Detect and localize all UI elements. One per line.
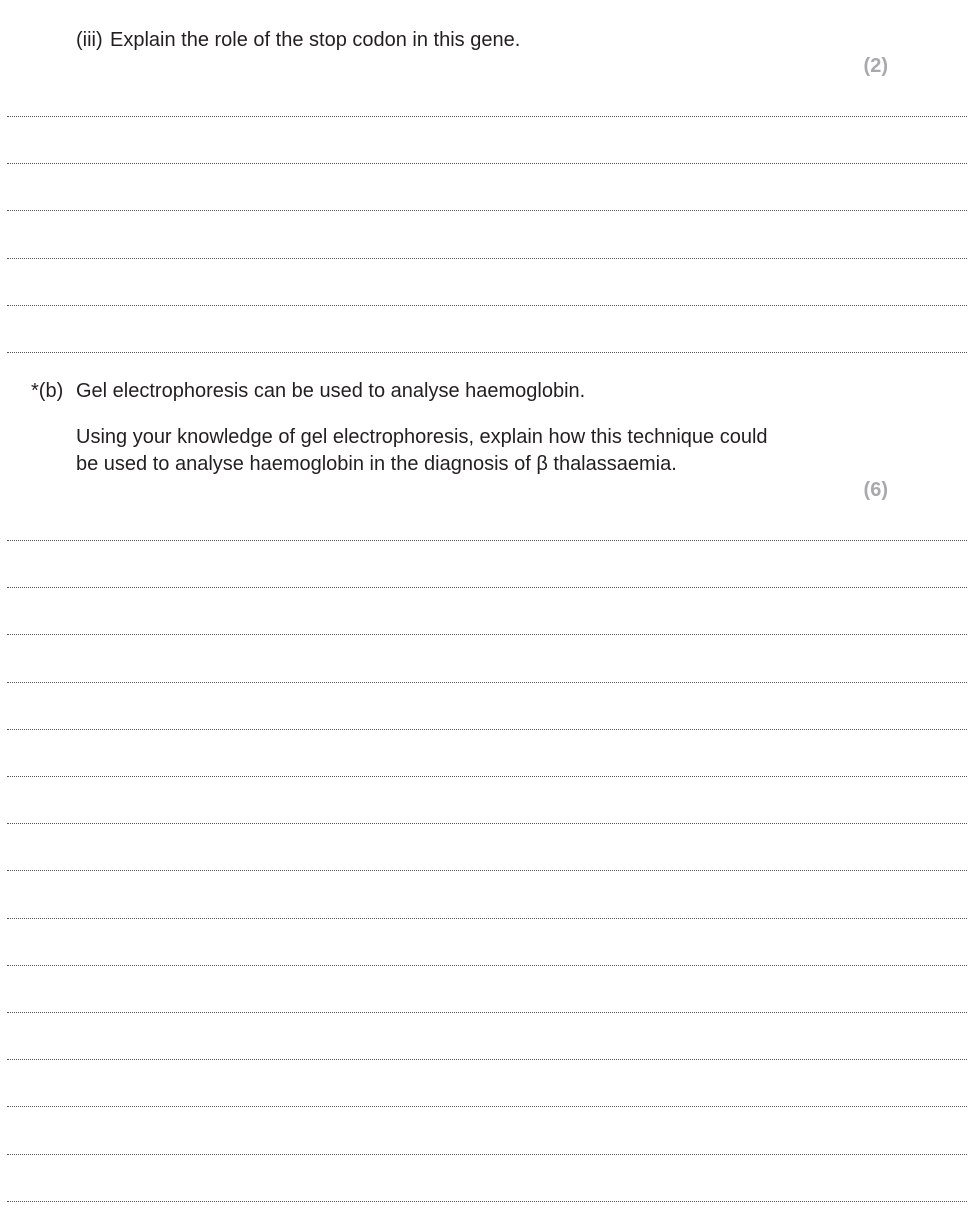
answer-line[interactable] <box>7 258 967 259</box>
question-b-text: Gel electrophoresis can be used to analyse haemoglobin. <box>76 380 586 402</box>
answer-line[interactable] <box>7 305 967 306</box>
answer-line[interactable] <box>7 823 967 824</box>
question-b-marks: (6) <box>863 479 888 501</box>
question-b-instruction-1: Using your knowledge of gel electrophoresis, explain how this technique could <box>76 426 768 448</box>
answer-line[interactable] <box>7 634 967 635</box>
answer-line[interactable] <box>7 965 967 966</box>
answer-line[interactable] <box>7 1154 967 1155</box>
answer-line[interactable] <box>7 587 967 588</box>
answer-line[interactable] <box>7 1059 967 1060</box>
answer-line[interactable] <box>7 1012 967 1013</box>
answer-line[interactable] <box>7 1201 967 1202</box>
question-b-label: *(b) <box>31 380 64 402</box>
question-iii-text: Explain the role of the stop codon in this gene. <box>110 29 521 51</box>
answer-line[interactable] <box>7 729 967 730</box>
answer-line[interactable] <box>7 1106 967 1107</box>
question-b-instruction-2: be used to analyse haemoglobin in the diagnosis of β thalassaemia. <box>76 453 677 475</box>
question-iii-marks: (2) <box>863 55 888 77</box>
answer-line[interactable] <box>7 163 967 164</box>
answer-line[interactable] <box>7 352 967 353</box>
answer-line[interactable] <box>7 540 967 541</box>
answer-line[interactable] <box>7 870 967 871</box>
answer-line[interactable] <box>7 682 967 683</box>
answer-line[interactable] <box>7 210 967 211</box>
question-iii-label: (iii) <box>76 29 103 51</box>
answer-line[interactable] <box>7 776 967 777</box>
answer-line[interactable] <box>7 918 967 919</box>
answer-line[interactable] <box>7 116 967 117</box>
